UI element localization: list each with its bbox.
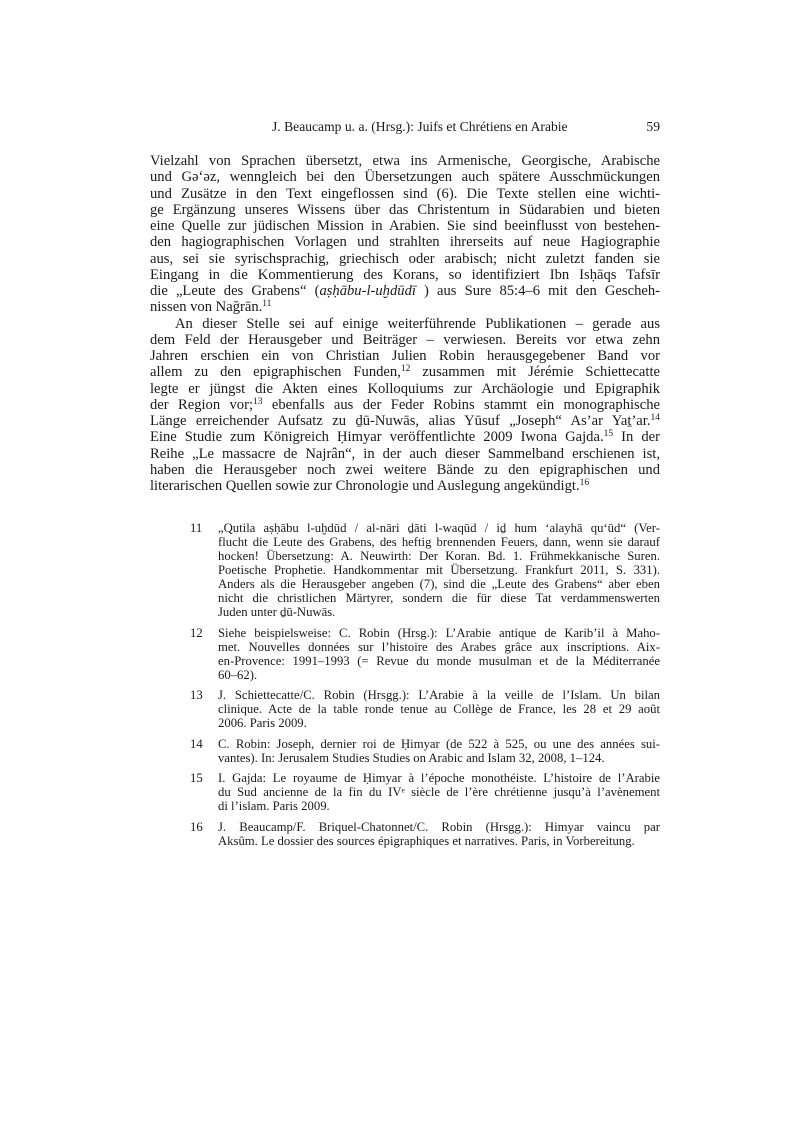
text-segment: ebenfalls aus der Feder Robins stammt ein monographische bbox=[262, 396, 660, 413]
text-line bbox=[150, 153, 660, 169]
footnote-line: C. Robin: Joseph, dernier roi de Ḥimyar (de 522 à 525, ou une des années sui- bbox=[218, 736, 660, 751]
text-segment: Vielzahl von Sprachen übersetzt, etwa ins Armenische, Georgische, Arabische bbox=[150, 153, 660, 169]
footnote-number: 15 bbox=[190, 771, 203, 786]
footnote bbox=[190, 820, 660, 848]
text-line bbox=[150, 202, 660, 218]
footnote-line: Aksûm. Le dossier des sources épigraphiques et narratives. Paris, in Vorbereitung. bbox=[218, 833, 635, 848]
text-segment: und Gə‘əz, wenngleich bei den Übersetzungen auch spätere Ausschmückungen bbox=[150, 169, 660, 186]
footnote-reference[interactable]: 14 bbox=[650, 413, 660, 423]
text-line bbox=[150, 267, 660, 283]
text-line bbox=[150, 397, 660, 413]
footnote-reference[interactable]: 16 bbox=[579, 478, 590, 488]
main-text bbox=[150, 153, 660, 494]
text-segment: die „Leute des Grabens“ ( bbox=[150, 283, 320, 299]
footnote bbox=[190, 737, 660, 765]
text-segment: Eine Studie zum Königreich Ḥimyar veröffentlichte 2009 Iwona Gajda. bbox=[150, 429, 604, 446]
text-line bbox=[150, 429, 660, 445]
footnote-line: 2006. Paris 2009. bbox=[218, 716, 307, 731]
text-segment: dem Feld der Herausgeber und Beiträger – verwiesen. Bereits vor etwa zehn bbox=[150, 331, 660, 348]
footnote-number: 13 bbox=[190, 688, 203, 703]
footnote-line: vantes). In: Jerusalem Studies Studies on Arabic and Islam 32, 2008, 1–124. bbox=[218, 750, 605, 765]
paragraph bbox=[150, 316, 660, 495]
paragraph bbox=[150, 153, 660, 316]
italic-term: aṣḥābu-l-uḫdūdī bbox=[319, 283, 416, 299]
footnote bbox=[190, 626, 660, 682]
text-segment: Länge erreichender Aufsatz zu ḏū-Nuwās, alias Yūsuf „Joseph“ As’ar Yaṯ’ar. bbox=[150, 413, 651, 429]
text-line bbox=[150, 446, 660, 462]
running-title: J. Beaucamp u. a. (Hrsg.): Juifs et Chrétiens en Arabie bbox=[272, 119, 568, 134]
footnote-line: 60–62). bbox=[218, 667, 258, 682]
footnote-reference[interactable]: 15 bbox=[603, 429, 614, 440]
footnote bbox=[190, 771, 660, 813]
text-line bbox=[150, 316, 660, 332]
text-segment: Eingang in die Kommentierung des Korans, so identifiziert Ibn Isḥāqs Tafsīr bbox=[150, 266, 660, 283]
footnote-reference[interactable]: 13 bbox=[253, 396, 263, 407]
footnote-line: met. Nouvelles données sur l’histoire des Arabes grâce aux inscriptions. Aix- bbox=[218, 639, 660, 654]
footnote-line: I. Gajda: Le royaume de Ḥimyar à l’époche monothéiste. L’histoire de l’Arabie bbox=[218, 771, 660, 786]
running-header bbox=[150, 119, 660, 137]
text-segment: zusammen mit Jérémie Schiettecatte bbox=[410, 364, 660, 381]
text-line bbox=[150, 478, 660, 494]
text-line bbox=[150, 364, 660, 380]
footnote-reference[interactable]: 11 bbox=[262, 299, 272, 310]
footnotes bbox=[190, 521, 660, 855]
text-segment: haben die Herausgeber noch zwei weitere Bände zu den epigraphischen und bbox=[150, 461, 660, 478]
text-line bbox=[150, 299, 660, 315]
footnote-line: nicht die christlichen Märtyrer, sondern die für diese Tat verdammenswerten bbox=[218, 591, 660, 605]
text-segment: ge Ergänzung unseres Wissens über das Christentum in Südarabien und bieten bbox=[150, 201, 660, 218]
footnote-number: 11 bbox=[190, 521, 203, 535]
footnote-line: Siehe beispielsweise: C. Robin (Hrsg.): L’Arabie antique de Karib’il à Maho- bbox=[218, 625, 660, 640]
text-segment: Jahren erschien ein von Christian Julien Robin herausgegebener Band vor bbox=[150, 348, 660, 364]
footnote bbox=[190, 688, 660, 730]
footnote-line: Anders als die Herausgeber angeben (7), sind die „Leute des Grabens“ aber eben bbox=[218, 577, 660, 591]
text-segment: allem zu den epigraphischen Funden, bbox=[150, 364, 401, 381]
text-segment: legte er jüngst die Akten eines Kolloquiums zur Archäologie und Epigraphik bbox=[150, 380, 660, 397]
footnote-line: di l’islam. Paris 2009. bbox=[218, 799, 330, 814]
footnote-line: „Qutila aṣḥābu l-uḫdūd / al-nāri ḏāti l-waqūd / iḏ hum ‘alayhā qu‘ūd“ (Ver- bbox=[218, 521, 660, 535]
text-segment: und Zusätze in den Text eingeflossen sind (6). Die Texte stellen eine wichti- bbox=[150, 185, 660, 202]
footnote-line: Juden unter ḏū-Nuwās. bbox=[218, 605, 336, 619]
text-segment: den hagiographischen Vorlagen und strahlten ihrerseits auf neue Hagiographie bbox=[150, 234, 660, 251]
footnote-number: 16 bbox=[190, 819, 203, 834]
text-line bbox=[150, 218, 660, 234]
footnote-line: flucht die Leute des Grabens, des heftig brennenden Feuers, dann, wenn sie darauf bbox=[218, 535, 660, 549]
text-line bbox=[150, 413, 660, 429]
page-number: 59 bbox=[646, 119, 660, 134]
footnote-line: en-Provence: 1991–1993 (= Revue du monde musulman et de la Méditerranée bbox=[218, 653, 660, 668]
text-segment: der Region vor; bbox=[150, 396, 254, 413]
footnote-number: 14 bbox=[190, 736, 203, 751]
text-line bbox=[150, 381, 660, 397]
footnote bbox=[190, 521, 660, 619]
footnote-line: J. Schiettecatte/C. Robin (Hrsgg.): L’Arabie à la veille de l’Islam. Un bilan bbox=[218, 688, 660, 703]
text-segment: aus, sei sie syrischsprachig, griechisch oder arabisch; nicht zuletzt fanden sie bbox=[150, 250, 660, 267]
text-segment: eine Quelle zur jüdischen Mission in Arabien. Sie sind beeinflusst von bestehen- bbox=[150, 218, 660, 234]
text-line bbox=[150, 234, 660, 250]
text-line bbox=[150, 251, 660, 267]
text-segment: literarischen Quellen sowie zur Chronologie und Auslegung angekündigt. bbox=[150, 478, 580, 494]
footnote-reference[interactable]: 12 bbox=[400, 364, 411, 375]
text-segment: nissen von Nağrān. bbox=[150, 299, 263, 316]
text-segment: In der bbox=[613, 429, 660, 446]
footnote-line: Poetische Prophetie. Handkommentar mit Übersetzung. Frankfurt 2011, S. 331). bbox=[218, 563, 660, 577]
footnote-line: J. Beaucamp/F. Briquel-Chatonnet/C. Robin (Hrsgg.): Himyar vaincu par bbox=[218, 819, 660, 834]
text-line bbox=[150, 169, 660, 185]
text-line bbox=[150, 348, 660, 364]
footnote-number: 12 bbox=[190, 625, 203, 640]
text-segment: An dieser Stelle sei auf einige weiterführende Publikationen – gerade aus bbox=[175, 315, 660, 332]
text-line bbox=[150, 283, 660, 299]
text-line bbox=[150, 462, 660, 478]
text-line bbox=[150, 332, 660, 348]
footnote-line: du Sud ancienne de la fin du IVᵉ siècle de l’ère chrétienne jusqu’à l’avènement bbox=[218, 785, 660, 800]
footnote-line: clinique. Acte de la table ronde tenue au Collège de France, les 28 et 29 août bbox=[218, 702, 660, 717]
text-line bbox=[150, 186, 660, 202]
text-segment: Reihe „Le massacre de Najrân“, in der auch dieser Sammelband erschienen ist, bbox=[150, 445, 660, 462]
footnote-line: hocken! Übersetzung: A. Neuwirth: Der Koran. Bd. 1. Frühmekkanische Suren. bbox=[218, 549, 660, 563]
text-segment: ) aus Sure 85:4–6 mit den Gescheh- bbox=[415, 283, 661, 299]
